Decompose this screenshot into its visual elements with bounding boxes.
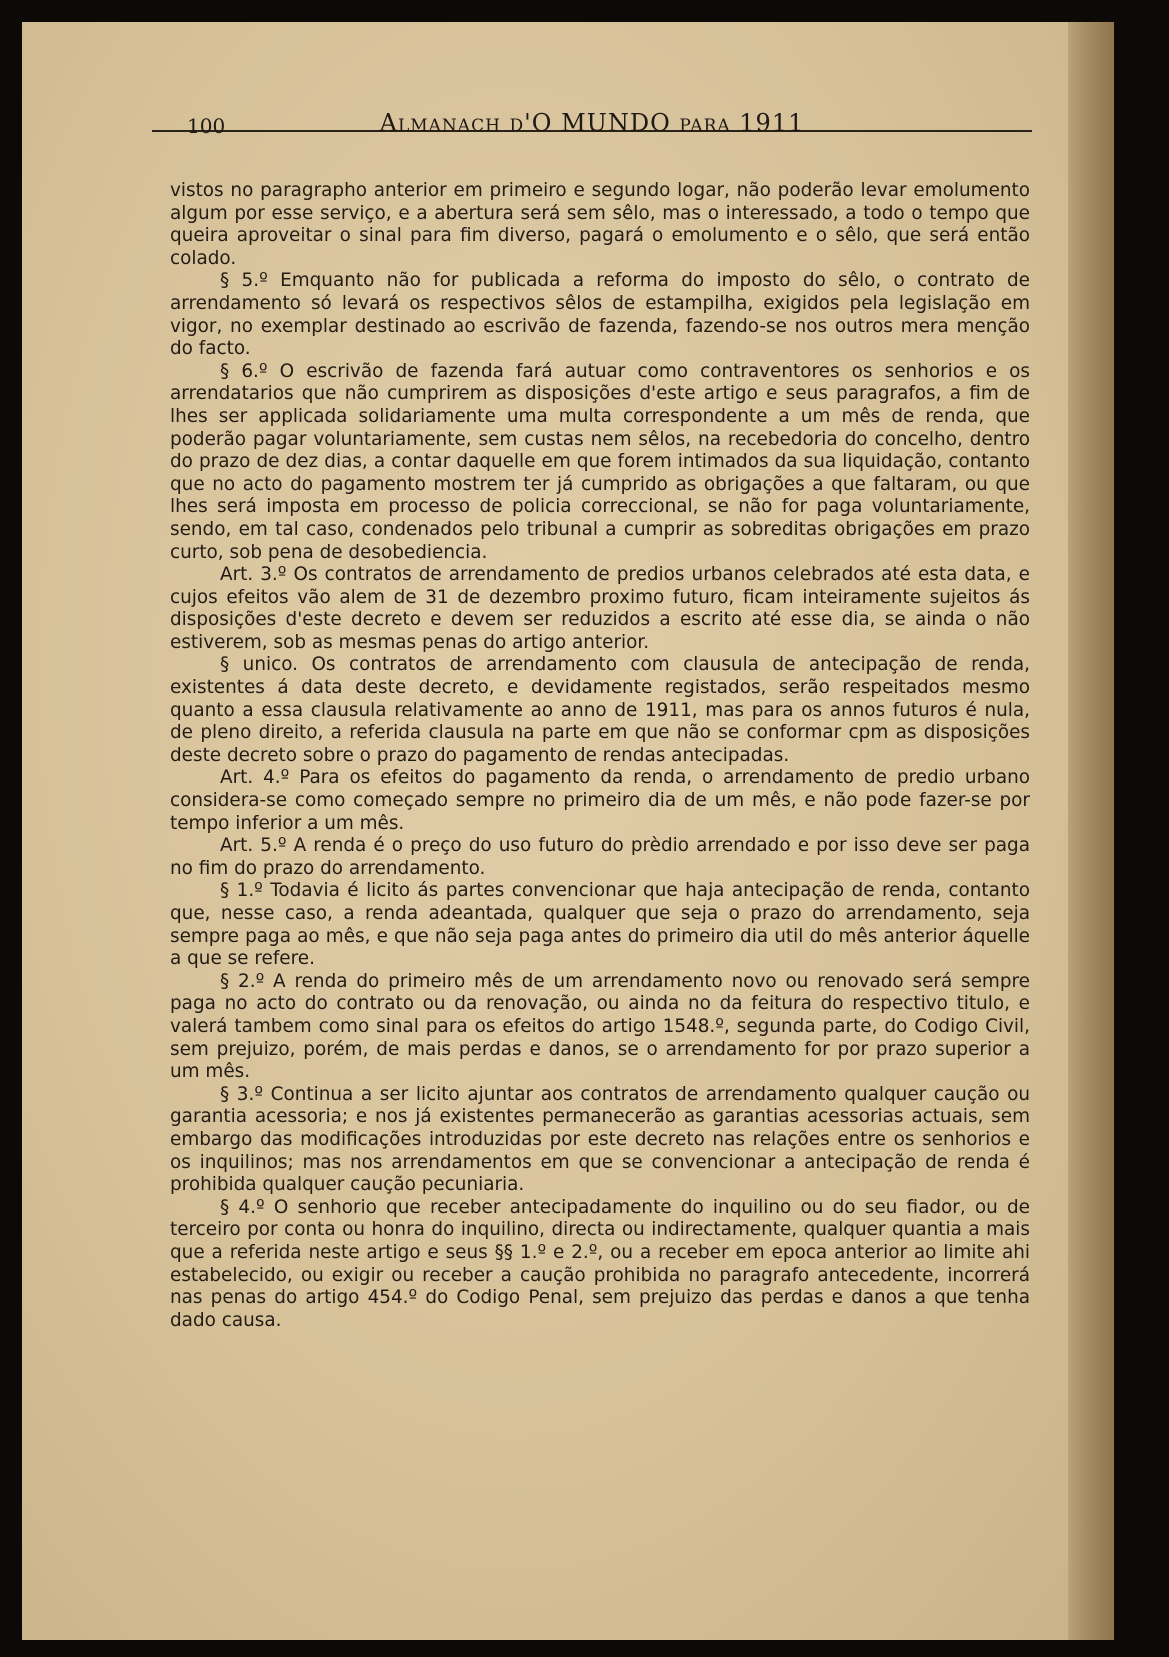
paragraph: § unico. Os contratos de arrendamento com clausula de antecipação de renda, existentes á data deste decreto, e devidamente registados, serão respeitados mesmo quanto a essa clausula relativamente ao anno de 1911, mas para os annos futuros é nula, de pleno direito, a referida clausula na parte em que não se conformar cpm as disposições deste decreto sobre o prazo do pagamento de rendas antecipadas. bbox=[170, 654, 1030, 766]
paragraph: § 3.º Continua a ser licito ajuntar aos contratos de arrendamento qualquer caução ou garantia acessoria; e nos já existentes permanecerão as garantias acessorias actuais, sem embargo das modificações introduzidas por este decreto nas relações entre os senhorios e os inquilinos; mas nos arrendamentos em que se convencionar a antecipação de renda é prohibida qualquer caução pecuniaria. bbox=[170, 1083, 1030, 1196]
page-number: 100 bbox=[187, 114, 226, 138]
paragraph: vistos no paragrapho anterior em primeiro e segundo logar, não poderão levar emolumento algum por esse serviço, e a abertura será sem sêlo, mas o interessado, a todo o tempo que queira aproveitar o sinal para fim diverso, pagará o emolumento e o sêlo, que será então colado. bbox=[170, 180, 1030, 269]
paragraph: § 4.º O senhorio que receber antecipadamente do inquilino ou do seu fiador, ou de terceiro por conta ou honra do inquilino, directa ou indirectamente, qualquer quantia a mais que a referida neste artigo e seus §§ 1.º e 2.º, ou a receber em epoca anterior ao limite ahi estabelecido, ou exigir ou receber a caução prohibida no paragrafo antecedente, incorrerá nas penas do artigo 454.º do Codigo Penal, sem prejuizo das perdas e danos a que tenha dado causa. bbox=[170, 1196, 1030, 1331]
paragraph: Art. 5.º A renda é o preço do uso futuro do prèdio arrendado e por isso deve ser paga no fim do prazo do arrendamento. bbox=[170, 835, 1030, 879]
paragraph: § 5.º Emquanto não for publicada a reforma do imposto do sêlo, o contrato de arrendamento só levará os respectivos sêlos de estampilha, exigidos pela legislação em vigor, no exemplar destinado ao escrivão de fazenda, fazendo-se nos outros mera menção do facto. bbox=[170, 270, 1030, 360]
paragraph: Art. 4.º Para os efeitos do pagamento da renda, o arrendamento de predio urbano considera-se como começado sempre no primeiro dia de um mês, e não pode fazer-se por tempo inferior a um mês. bbox=[170, 767, 1030, 834]
running-title: Almanach d'O MUNDO para 1911 bbox=[379, 109, 805, 137]
paragraph: § 2.º A renda do primeiro mês de um arrendamento novo ou renovado será sempre paga no acto do contrato ou da renovação, ou ainda no da feitura do respectivo titulo, e valerá tambem como sinal para os efeitos do artigo 1548.º, segunda parte, do Codigo Civil, sem prejuizo, porém, de mais perdas e danos, se o arrendamento for por prazo superior a um mês. bbox=[170, 970, 1030, 1083]
paragraph: Art. 3.º Os contratos de arrendamento de predios urbanos celebrados até esta data, e cujos efeitos vão alem de 31 de dezembro proximo futuro, ficam inteiramente sujeitos ás disposições d'este decreto e devem ser reduzidos a escrito até esse dia, se ainda o não estiverem, sob as mesmas penas do artigo anterior. bbox=[170, 564, 1030, 653]
paragraph: § 6.º O escrivão de fazenda fará autuar como contraventores os senhorios e os arrendatarios que não cumprirem as disposições d'este artigo e seus paragrafos, a fim de lhes ser applicada solidariamente uma multa correspondente a um mês de renda, que poderão pagar voluntariamente, sem custas nem sêlos, na recebedoria do concelho, dentro do prazo de dez dias, a contar daquelle em que forem intimados da sua liquidação, contanto que no acto do pagamento mostrem ter já cumprido as obrigações a que faltaram, ou que lhes será imposta em processo de policia correccional, se não for paga voluntariamente, sendo, em tal caso, condenados pelo tribunal a cumprir as sobreditas obrigações em prazo curto, sob pena de desobediencia. bbox=[170, 360, 1030, 563]
book-page bbox=[22, 22, 1114, 1640]
page-header bbox=[152, 90, 1032, 138]
paragraph: § 1.º Todavia é licito ás partes convencionar que haja antecipação de renda, contanto que, nesse caso, a renda adeantada, qualquer que seja o prazo do arrendamento, seja sempre paga ao mês, e que não seja paga antes do primeiro dia util do mês anterior áquelle a que se refere. bbox=[170, 880, 1030, 970]
body-text bbox=[170, 180, 1030, 1332]
book-spine bbox=[1068, 22, 1114, 1640]
